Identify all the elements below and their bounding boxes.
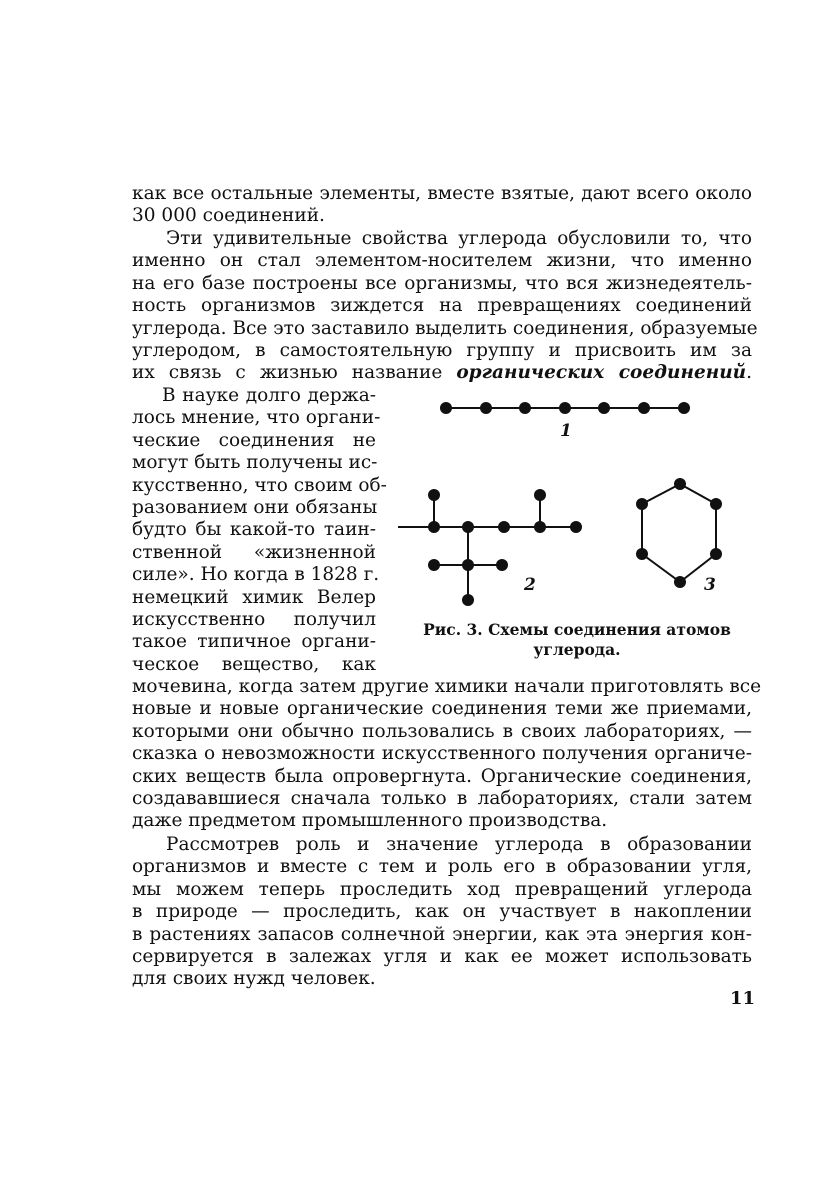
chain-atom	[638, 402, 650, 414]
chain-atom	[559, 402, 571, 414]
chain-atom	[678, 402, 690, 414]
text-line: Рассмотрев роль и значение углерода в образовании	[166, 834, 752, 855]
branched-atom	[462, 559, 474, 571]
text-line: Эти удивительные свойства углерода обусловили то, что	[166, 228, 752, 249]
figure-label-chain: 1	[560, 421, 572, 441]
text-line: ность организмов зиждется на превращениях соединений	[132, 295, 752, 317]
chain-atom	[440, 402, 452, 414]
text-fragment: их связь с жизнью название	[132, 362, 457, 384]
text-line: создававшиеся сначала только в лабораториях, стали затем	[132, 787, 752, 809]
text-line: для своих нужд человек.	[132, 968, 376, 990]
ring-atom	[710, 498, 722, 510]
figure-caption	[412, 620, 742, 660]
text-line: немецкий химик Велер	[132, 586, 376, 608]
text-line: на его базе построены все организмы, что вся жизнедеятель-	[132, 272, 752, 294]
text-line: новые и новые органические соединения теми же приемами,	[132, 698, 752, 720]
branched-atom	[428, 521, 440, 533]
page-number: 11	[730, 988, 756, 1009]
text-line: лось мнение, что органи-	[132, 407, 381, 429]
text-line: даже предметом промышленного производства.	[132, 810, 608, 832]
branched-atom	[462, 521, 474, 533]
text-line: мочевина, когда затем другие химики начали приготовлять все	[132, 676, 762, 697]
branched-atom	[534, 489, 546, 501]
ring-atom	[674, 478, 686, 490]
text-line: в природе — проследить, как он участвует в накоплении	[132, 901, 752, 923]
text-line: искусственно получил	[132, 608, 376, 630]
text-line: которыми они обычно пользовались в своих лабораториях, —	[132, 720, 752, 742]
text-line: именно он стал элементом-носителем жизни, что именно	[132, 250, 752, 272]
branched-atom	[428, 559, 440, 571]
chain-atom	[480, 402, 492, 414]
text-line: могут быть получены ис-	[132, 452, 378, 474]
branched-atom	[462, 594, 474, 606]
organic-compounds-term: органических соединений	[456, 362, 747, 384]
text-line: ческое вещество, как	[132, 653, 376, 675]
text-line: углеродом, в самостоятельную группу и присвоить им за	[132, 339, 752, 361]
text-line: ских веществ была опровергнута. Органические соединения,	[132, 765, 752, 787]
paragraph-top	[132, 183, 752, 228]
branched-atom	[534, 521, 546, 533]
carbon-chain-figure	[392, 390, 752, 620]
text-line: углерода. Все это заставило выделить соединения, образуемые	[132, 317, 758, 339]
branched-atom	[570, 521, 582, 533]
text-line: как все остальные элементы, вместе взятые, дают всего около	[132, 183, 752, 204]
text-line: ственной «жизненной	[132, 541, 376, 563]
text-fragment: .	[746, 362, 753, 384]
branched-atom	[496, 559, 508, 571]
text-line: мы можем теперь проследить ход превращений углерода	[132, 878, 752, 900]
text-line: такое типичное органи-	[132, 631, 376, 653]
branched-atom	[428, 489, 440, 501]
ring-atom	[674, 576, 686, 588]
text-line: в растениях запасов солнечной энергии, как эта энергия кон-	[132, 923, 752, 945]
text-line: силе». Но когда в 1828 г.	[132, 564, 380, 586]
paragraph-conclusion	[132, 834, 752, 991]
text-line: ческие соединения не	[132, 429, 376, 451]
text-line: будто бы какой-то таин-	[132, 519, 376, 541]
figure-label-ring: 3	[704, 575, 716, 595]
text-line: разованием они обязаны	[132, 496, 378, 518]
text-line: 30 000 соединений.	[132, 205, 325, 227]
text-line: организмов и вместе с тем и роль его в образовании угля,	[132, 856, 752, 878]
paragraph-urea	[132, 676, 762, 833]
text-line: сказка о невозможности искусственного получения органиче-	[132, 743, 752, 765]
chain-atom	[598, 402, 610, 414]
chain-atom	[519, 402, 531, 414]
text-line: сервируется в залежах угля и как ее может использовать	[132, 945, 752, 967]
caption-line: углерода.	[533, 640, 621, 659]
figure-label-branched: 2	[524, 575, 536, 595]
text-line: кусственно, что своим об-	[132, 474, 387, 496]
ring-atom	[636, 548, 648, 560]
paragraph-vital-force	[132, 385, 387, 676]
branched-atom	[498, 521, 510, 533]
text-line-with-term	[132, 362, 752, 384]
caption-line: Рис. 3. Схемы соединения атомов	[423, 620, 731, 639]
paragraph-carbon-properties	[132, 228, 758, 385]
ring-atom	[710, 548, 722, 560]
ring-atom	[636, 498, 648, 510]
text-line: В науке долго держа-	[162, 385, 376, 406]
